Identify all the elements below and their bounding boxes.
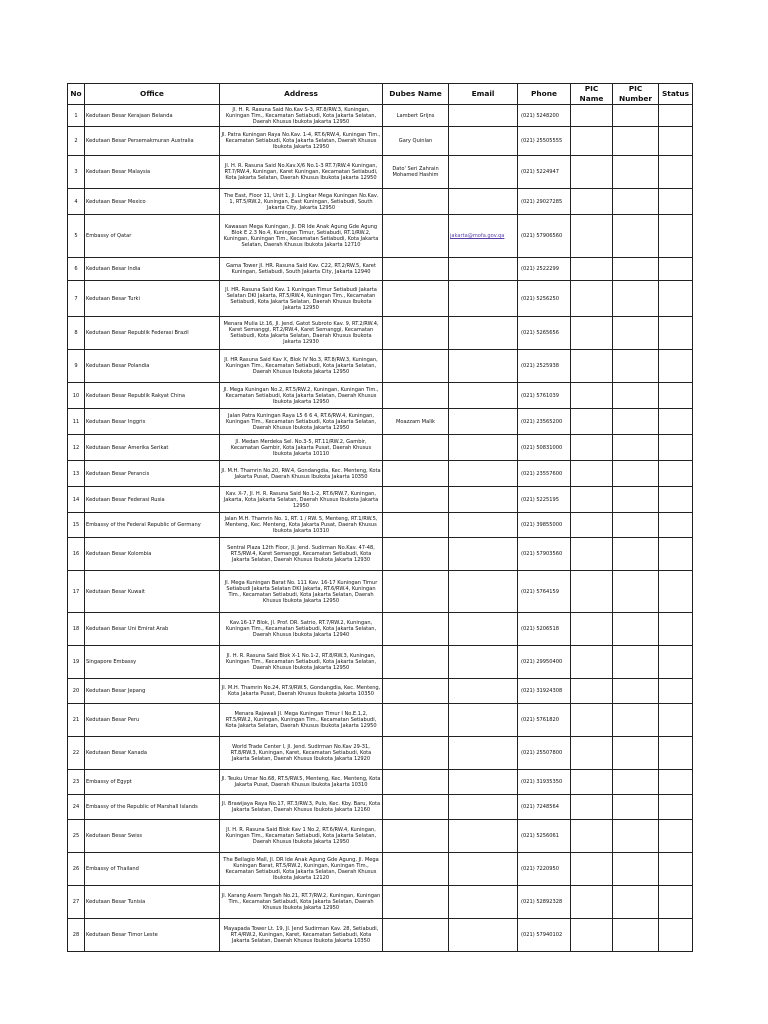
cell-phone: (021) 2522299 [518, 258, 571, 281]
cell-pic-number [613, 886, 659, 919]
cell-office: Kedutaan Besar Federasi Rusia [85, 487, 220, 513]
cell-pic-number [613, 513, 659, 538]
cell-pic-name [571, 679, 613, 704]
cell-email [449, 679, 518, 704]
cell-email [449, 281, 518, 317]
cell-status [659, 215, 693, 258]
embassy-table-sheet [67, 83, 693, 952]
table-row [68, 409, 693, 435]
cell-phone: (021) 57906560 [518, 215, 571, 258]
cell-pic-name [571, 853, 613, 886]
cell-email [449, 409, 518, 435]
cell-email [449, 189, 518, 215]
cell-status [659, 258, 693, 281]
cell-status [659, 646, 693, 679]
cell-phone: (021) 23565200 [518, 409, 571, 435]
cell-dubes-name [383, 646, 449, 679]
cell-status [659, 409, 693, 435]
cell-email [449, 383, 518, 409]
cell-pic-name [571, 795, 613, 820]
cell-phone: (021) 5761820 [518, 704, 571, 737]
cell-office: Kedutaan Besar Uni Emirat Arab [85, 613, 220, 646]
cell-dubes-name [383, 886, 449, 919]
cell-pic-name [571, 571, 613, 613]
cell-pic-number [613, 435, 659, 461]
cell-email [449, 538, 518, 571]
cell-no: 18 [68, 613, 85, 646]
cell-phone: (021) 52892328 [518, 886, 571, 919]
table-body [68, 105, 693, 952]
cell-status [659, 461, 693, 487]
cell-address: Jl. Medan Merdeka Sel. No.3-5, RT.11/RW.2, Gambir, Kecamatan Gambir, Kota Jakarta Pusat, Daerah Khusus Ibukota Jakarta 10110 [220, 435, 383, 461]
cell-no: 25 [68, 820, 85, 853]
cell-dubes-name [383, 513, 449, 538]
cell-dubes-name: Lambert Grijns [383, 105, 449, 127]
header-no: No [68, 84, 85, 105]
cell-status [659, 571, 693, 613]
cell-no: 2 [68, 127, 85, 156]
cell-address: Kav.16-17 Blok, Jl. Prof. DR. Satrio, RT.7/RW.2, Kuningan, Kuningan Tim., Kecamatan Setiabudi, Kota Jakarta Selatan, Daerah Khusus Ibukota Jakarta 12940 [220, 613, 383, 646]
cell-status [659, 737, 693, 770]
cell-status [659, 156, 693, 189]
header-office: Office [85, 84, 220, 105]
cell-pic-name [571, 317, 613, 350]
table-row [68, 737, 693, 770]
table-row [68, 281, 693, 317]
header-address: Address [220, 84, 383, 105]
cell-pic-number [613, 919, 659, 952]
cell-dubes-name [383, 679, 449, 704]
cell-address: World Trade Center I, Jl. Jend. Sudirman No.Kav 29-31, RT.8/RW.3, Kuningan, Karet, Kecamatan Setiabudi, Kota Jakarta Selatan, Daerah Khusus Ibukota Jakarta 12920 [220, 737, 383, 770]
table-row [68, 919, 693, 952]
cell-phone: (021) 7220950 [518, 853, 571, 886]
cell-no: 20 [68, 679, 85, 704]
cell-dubes-name [383, 383, 449, 409]
cell-address: Jalan Patra Kuningan Raya L5 6 6 4, RT.6/RW.4, Kuningan, Kuningan Tim., Kecamatan Setiabudi, Kota Jakarta Selatan, Daerah Khusus Ibukota Jakarta 12950 [220, 409, 383, 435]
cell-phone: (021) 25507800 [518, 737, 571, 770]
cell-office: Kedutaan Besar Kerajaan Belanda [85, 105, 220, 127]
cell-pic-number [613, 105, 659, 127]
table-row [68, 853, 693, 886]
cell-dubes-name: Gary Quinlan [383, 127, 449, 156]
cell-pic-name [571, 886, 613, 919]
table-row [68, 105, 693, 127]
cell-no: 11 [68, 409, 85, 435]
cell-dubes-name: Moazzam Malik [383, 409, 449, 435]
cell-pic-name [571, 919, 613, 952]
cell-pic-number [613, 409, 659, 435]
cell-phone: (021) 5206518 [518, 613, 571, 646]
cell-no: 16 [68, 538, 85, 571]
header-status: Status [659, 84, 693, 105]
cell-no: 6 [68, 258, 85, 281]
cell-pic-number [613, 317, 659, 350]
cell-email [449, 795, 518, 820]
cell-status [659, 886, 693, 919]
cell-address: Jl. Teuku Umar No.68, RT.5/RW.5, Menteng, Kec. Menteng, Kota Jakarta Pusat, Daerah Khusus Ibukota Jakarta 10310 [220, 770, 383, 795]
cell-email [449, 435, 518, 461]
table-row [68, 435, 693, 461]
cell-address: Jl. H. R. Rasuna Said No.Kav.X/6 No.1-3 RT.7/RW.4 Kuningan, RT.7/RW.4, Kuningan, Karet Kuningan, Kecamatan Setiabudi, Kota Jakarta Selatan, Daerah Khusus Ibukota Jakarta 12950 [220, 156, 383, 189]
cell-dubes-name [383, 189, 449, 215]
cell-pic-number [613, 127, 659, 156]
cell-email [449, 127, 518, 156]
cell-office: Kedutaan Besar India [85, 258, 220, 281]
cell-address: Mayapada Tower Lt. 19, Jl. Jend Sudirman Kav. 28, Setiabudi, RT.4/RW.2, Kuningan, Karet, Kecamatan Setiabudi, Kota Jakarta Selatan, Daerah Khusus Ibukota Jakarta 10350 [220, 919, 383, 952]
cell-pic-name [571, 538, 613, 571]
cell-address: Jl. H. R. Rasuna Said Blok Kav 1 No.2, RT.6/RW.4, Kuningan, Kuningan Tim., Kecamatan Setiabudi, Kota Jakarta Selatan, Daerah Khusus Ibukota Jakarta 12950 [220, 820, 383, 853]
cell-address: Jl. M.H. Thamrin No.20, RW.4, Gondangdia, Kec. Menteng, Kota Jakarta Pusat, Daerah Khusus Ibukota Jakarta 10350 [220, 461, 383, 487]
cell-no: 9 [68, 350, 85, 383]
cell-address: Menara Rajawali Jl. Mega Kuningan Timur I No.E.1,2, RT.5/RW.2, Kuningan, Kuningan Tim., Kecamatan Setiabudi, Kota Jakarta Selatan, Daerah Khusus Ibukota Jakarta 12950 [220, 704, 383, 737]
cell-email [449, 646, 518, 679]
cell-no: 22 [68, 737, 85, 770]
cell-no: 5 [68, 215, 85, 258]
cell-pic-name [571, 383, 613, 409]
cell-status [659, 513, 693, 538]
cell-dubes-name [383, 281, 449, 317]
cell-no: 21 [68, 704, 85, 737]
cell-status [659, 435, 693, 461]
cell-office: Kedutaan Besar Swiss [85, 820, 220, 853]
cell-status [659, 613, 693, 646]
cell-status [659, 538, 693, 571]
cell-no: 8 [68, 317, 85, 350]
cell-status [659, 350, 693, 383]
cell-office: Kedutaan Besar Polandia [85, 350, 220, 383]
cell-email [449, 737, 518, 770]
table-row [68, 770, 693, 795]
cell-phone: (021) 31924308 [518, 679, 571, 704]
cell-pic-number [613, 258, 659, 281]
cell-email [449, 487, 518, 513]
header-dubes-name: Dubes Name [383, 84, 449, 105]
cell-dubes-name: Dato' Seri Zahrain Mohamed Hashim [383, 156, 449, 189]
table-row [68, 704, 693, 737]
table-row [68, 538, 693, 571]
table-row [68, 350, 693, 383]
cell-email [449, 613, 518, 646]
table-row [68, 571, 693, 613]
cell-pic-number [613, 820, 659, 853]
cell-status [659, 679, 693, 704]
cell-pic-name [571, 613, 613, 646]
table-row [68, 317, 693, 350]
cell-pic-number [613, 350, 659, 383]
cell-office: Kedutaan Besar Turki [85, 281, 220, 317]
cell-no: 28 [68, 919, 85, 952]
cell-email [449, 513, 518, 538]
cell-office: Embassy of Thailand [85, 853, 220, 886]
cell-email [449, 820, 518, 853]
cell-dubes-name [383, 853, 449, 886]
cell-office: Kedutaan Besar Kolombia [85, 538, 220, 571]
cell-pic-number [613, 538, 659, 571]
cell-status [659, 281, 693, 317]
cell-email [449, 571, 518, 613]
cell-address: Menara Mulia Lt.16, Jl. Jend. Gatot Subroto Kav. 9, RT.2/RW.4, Karet Semanggi, RT.2/RW.4, Karet Semanggi, Kecamatan Setiabudi, Kota Jakarta Selatan, Daerah Khusus Ibukota Jakarta 12930 [220, 317, 383, 350]
cell-office: Kedutaan Besar Timor Leste [85, 919, 220, 952]
table-row [68, 646, 693, 679]
cell-no: 23 [68, 770, 85, 795]
cell-no: 13 [68, 461, 85, 487]
cell-office: Kedutaan Besar Perancis [85, 461, 220, 487]
cell-phone: (021) 5224947 [518, 156, 571, 189]
cell-pic-name [571, 281, 613, 317]
cell-office: Kedutaan Besar Tunisia [85, 886, 220, 919]
cell-office: Kedutaan Besar Inggris [85, 409, 220, 435]
cell-address: Jl. HR Rasuna Said Kav X, Blok IV No.3, RT.8/RW.3, Kuningan, Kuningan Tim., Kecamatan Setiabudi, Kota Jakarta Selatan, Daerah Khusus Ibukota Jakarta 12950 [220, 350, 383, 383]
cell-status [659, 487, 693, 513]
table-row [68, 886, 693, 919]
cell-phone: (021) 5256250 [518, 281, 571, 317]
cell-dubes-name [383, 317, 449, 350]
cell-office: Kedutaan Besar Mexico [85, 189, 220, 215]
cell-phone: (021) 5248200 [518, 105, 571, 127]
cell-pic-name [571, 487, 613, 513]
table-row [68, 820, 693, 853]
cell-address: Jl. Brawijaya Raya No.17, RT.3/RW.3, Pulo, Kec. Kby. Baru, Kota Jakarta Selatan, Daerah Khusus Ibukota Jakarta 12160 [220, 795, 383, 820]
cell-status [659, 704, 693, 737]
cell-pic-number [613, 737, 659, 770]
cell-address: Gama Tower Jl. HR. Rasuna Said Kav. C22, RT.2/RW.5, Karet Kuningan, Setiabudi, South Jakarta City, Jakarta 12940 [220, 258, 383, 281]
header-pic-number: PIC Number [613, 84, 659, 105]
cell-email [449, 350, 518, 383]
cell-phone: (021) 5761039 [518, 383, 571, 409]
cell-pic-name [571, 105, 613, 127]
cell-status [659, 853, 693, 886]
table-row [68, 127, 693, 156]
cell-pic-number [613, 853, 659, 886]
cell-address: Jl. M.H. Thamrin No.24, RT.9/RW.5, Gondangdia, Kec. Menteng, Kota Jakarta Pusat, Daerah Khusus Ibukota Jakarta 10350 [220, 679, 383, 704]
cell-pic-name [571, 215, 613, 258]
cell-office: Singapore Embassy [85, 646, 220, 679]
cell-phone: (021) 2525938 [518, 350, 571, 383]
cell-pic-name [571, 258, 613, 281]
cell-email [449, 461, 518, 487]
cell-pic-number [613, 770, 659, 795]
cell-no: 10 [68, 383, 85, 409]
cell-pic-name [571, 435, 613, 461]
cell-dubes-name [383, 538, 449, 571]
cell-pic-number [613, 461, 659, 487]
cell-status [659, 317, 693, 350]
cell-email [449, 770, 518, 795]
cell-dubes-name [383, 704, 449, 737]
header-phone: Phone [518, 84, 571, 105]
cell-office: Embassy of Egypt [85, 770, 220, 795]
cell-pic-name [571, 646, 613, 679]
cell-no: 15 [68, 513, 85, 538]
cell-dubes-name [383, 820, 449, 853]
cell-office: Kedutaan Besar Amerika Serikat [85, 435, 220, 461]
cell-no: 26 [68, 853, 85, 886]
cell-no: 27 [68, 886, 85, 919]
cell-address: Jl. Mega Kuningan Barat No. 111 Kav. 16-17 Kuningan Timur Setiabudi Jakarta Selatan DKI Jakarta, RT.6/RW.4, Kuningan Tim., Kecamatan Setiabudi, Kota Jakarta Selatan, Daerah Khusus Ibukota Jakarta 12950 [220, 571, 383, 613]
cell-office: Kedutaan Besar Republik Federasi Brazil [85, 317, 220, 350]
header-email: Email [449, 84, 518, 105]
cell-status [659, 770, 693, 795]
cell-pic-name [571, 704, 613, 737]
cell-pic-name [571, 350, 613, 383]
cell-phone: (021) 57940102 [518, 919, 571, 952]
cell-email [449, 317, 518, 350]
cell-office: Kedutaan Besar Malaysia [85, 156, 220, 189]
cell-no: 19 [68, 646, 85, 679]
cell-email [449, 886, 518, 919]
cell-phone: (021) 29950400 [518, 646, 571, 679]
cell-pic-number [613, 679, 659, 704]
cell-dubes-name [383, 919, 449, 952]
cell-status [659, 383, 693, 409]
embassy-table [67, 83, 693, 952]
cell-phone: (021) 39855000 [518, 513, 571, 538]
cell-pic-name [571, 820, 613, 853]
cell-office: Kedutaan Besar Kanada [85, 737, 220, 770]
cell-no: 24 [68, 795, 85, 820]
cell-pic-number [613, 704, 659, 737]
cell-status [659, 105, 693, 127]
cell-pic-number [613, 613, 659, 646]
cell-phone: (021) 5265656 [518, 317, 571, 350]
table-row [68, 613, 693, 646]
cell-pic-number [613, 571, 659, 613]
cell-address: Jl. H. R. Rasuna Said No.Kav S-3, RT.8/RW.3, Kuningan, Kuningan Tim., Kecamatan Setiabudi, Kota Jakarta Selatan, Daerah Khusus Ibukota Jakarta 12950 [220, 105, 383, 127]
table-row [68, 513, 693, 538]
table-header-row [68, 84, 693, 105]
cell-address: The East, Floor 11, Unit 1, Jl. Lingkar Mega Kuningan No.Kav. 1, RT.5/RW.2, Kuningan, East Kuningan, Setiabudi, South Jakarta City, Jakarta 12950 [220, 189, 383, 215]
cell-email [449, 919, 518, 952]
cell-office: Kedutaan Besar Peru [85, 704, 220, 737]
cell-pic-name [571, 127, 613, 156]
cell-office: Kedutaan Besar Jepang [85, 679, 220, 704]
cell-no: 14 [68, 487, 85, 513]
cell-address: The Bellagio Mall, Jl. DR Ide Anak Agung Gde Agung, Jl. Mega Kuningan Barat, RT.5/RW.2, Kuningan, Kuningan Tim., Kecamatan Setiabudi, Kota Jakarta Selatan, Daerah Khusus Ibukota Jakarta 12120 [220, 853, 383, 886]
cell-pic-name [571, 409, 613, 435]
cell-address: Jl. Mega Kuningan No.2, RT.5/RW.2, Kuningan, Kuningan Tim., Kecamatan Setiabudi, Kota Jakarta Selatan, Daerah Khusus Ibukota Jakarta 12950 [220, 383, 383, 409]
cell-pic-name [571, 737, 613, 770]
cell-no: 3 [68, 156, 85, 189]
cell-dubes-name [383, 461, 449, 487]
cell-pic-number [613, 383, 659, 409]
cell-pic-number [613, 487, 659, 513]
table-row [68, 487, 693, 513]
cell-office: Embassy of Qatar [85, 215, 220, 258]
cell-pic-name [571, 513, 613, 538]
cell-status [659, 189, 693, 215]
cell-phone: (021) 25505555 [518, 127, 571, 156]
cell-status [659, 795, 693, 820]
cell-no: 7 [68, 281, 85, 317]
cell-office: Kedutaan Besar Kuwait [85, 571, 220, 613]
cell-office: Embassy of the Republic of Marshall Islands [85, 795, 220, 820]
cell-status [659, 127, 693, 156]
cell-dubes-name [383, 258, 449, 281]
cell-address: Jalan M.H. Thamrin No. 1, RT. 1 / RW. 5, Menteng, RT.1/RW.5, Menteng, Kec. Menteng, Kota Jakarta Pusat, Daerah Khusus Ibukota Jakarta 10310 [220, 513, 383, 538]
cell-phone: (021) 57903560 [518, 538, 571, 571]
table-row [68, 679, 693, 704]
cell-email [449, 853, 518, 886]
table-row [68, 215, 693, 258]
cell-pic-number [613, 646, 659, 679]
cell-phone: (021) 7248564 [518, 795, 571, 820]
cell-phone: (021) 5256061 [518, 820, 571, 853]
table-row [68, 258, 693, 281]
cell-dubes-name [383, 795, 449, 820]
cell-status [659, 820, 693, 853]
table-row [68, 189, 693, 215]
cell-email [449, 258, 518, 281]
table-row [68, 383, 693, 409]
cell-phone: (021) 5225195 [518, 487, 571, 513]
cell-dubes-name [383, 487, 449, 513]
cell-no: 4 [68, 189, 85, 215]
cell-phone: (021) 31935350 [518, 770, 571, 795]
cell-no: 12 [68, 435, 85, 461]
cell-dubes-name [383, 215, 449, 258]
cell-dubes-name [383, 350, 449, 383]
cell-address: Sentral Plaza 12th Floor, Jl. Jend. Sudirman No.Kav. 47-48, RT.5/RW.4, Karet Semanggi, Kecamatan Setiabudi, Kota Jakarta Selatan, Daerah Khusus Ibukota Jakarta 12930 [220, 538, 383, 571]
cell-address: Jl. Patra Kuningan Raya No.Kav. 1-4, RT.6/RW.4, Kuningan Tim., Kecamatan Setiabudi, Kota Jakarta Selatan, Daerah Khusus Ibukota Jakarta 12950 [220, 127, 383, 156]
cell-pic-name [571, 156, 613, 189]
cell-pic-number [613, 215, 659, 258]
cell-phone: (021) 23557600 [518, 461, 571, 487]
table-row [68, 156, 693, 189]
cell-email [449, 156, 518, 189]
cell-dubes-name [383, 571, 449, 613]
cell-dubes-name [383, 613, 449, 646]
cell-email[interactable]: jakarta@mofa.gov.qa [449, 215, 518, 258]
cell-office: Kedutaan Besar Republik Rakyat China [85, 383, 220, 409]
cell-pic-number [613, 156, 659, 189]
cell-office: Embassy of the Federal Republic of Germany [85, 513, 220, 538]
cell-address: Kawasan Mega Kuningan, Jl. DR Ide Anak Agung Gde Agung Blok E 2.3 No.4, Kuningan Timur, Setiabudi, RT.1/RW.2, Kuningan, Kuningan Tim., Kecamatan Setiabudi, Kota Jakarta Selatan, Daerah Khusus Ibukota Jakarta 12710 [220, 215, 383, 258]
cell-status [659, 919, 693, 952]
cell-pic-name [571, 770, 613, 795]
cell-phone: (021) 29027285 [518, 189, 571, 215]
cell-address: Jl. HR. Rasuna Said Kav. 1 Kuningan Timur Setiabudi Jakarta Selatan DKI Jakarta, RT.5/RW.4, Kuningan Tim., Kecamatan Setiabudi, Kota Jakarta Selatan, Daerah Khusus Ibukota Jakarta 12950 [220, 281, 383, 317]
cell-no: 17 [68, 571, 85, 613]
cell-phone: (021) 5764159 [518, 571, 571, 613]
table-row [68, 461, 693, 487]
cell-email [449, 105, 518, 127]
cell-dubes-name [383, 770, 449, 795]
cell-office: Kedutaan Besar Persemakmuran Australia [85, 127, 220, 156]
cell-email [449, 704, 518, 737]
cell-phone: (021) 50831000 [518, 435, 571, 461]
cell-pic-name [571, 189, 613, 215]
header-pic-name: PIC Name [571, 84, 613, 105]
cell-pic-number [613, 795, 659, 820]
cell-no: 1 [68, 105, 85, 127]
cell-dubes-name [383, 737, 449, 770]
cell-pic-name [571, 461, 613, 487]
cell-pic-number [613, 189, 659, 215]
table-row [68, 795, 693, 820]
cell-pic-number [613, 281, 659, 317]
cell-address: Jl. H. R. Rasuna Said Blok X-1 No.1-2, RT.8/RW.3, Kuningan, Kuningan Tim., Kecamatan Setiabudi, Kota Jakarta Selatan, Daerah Khusus Ibukota Jakarta 12950 [220, 646, 383, 679]
cell-dubes-name [383, 435, 449, 461]
cell-address: Jl. Karang Asem Tengah No.21, RT.7/RW.2, Kuningan, Kuningan Tim., Kecamatan Setiabudi, Kota Jakarta Selatan, Daerah Khusus Ibukota Jakarta 12950 [220, 886, 383, 919]
cell-address: Kav. X-7, Jl. H. R. Rasuna Said No.1-2, RT.6/RW.7, Kuningan, Jakarta, Kota Jakarta Selatan, Daerah Khusus Ibukota Jakarta 12950 [220, 487, 383, 513]
